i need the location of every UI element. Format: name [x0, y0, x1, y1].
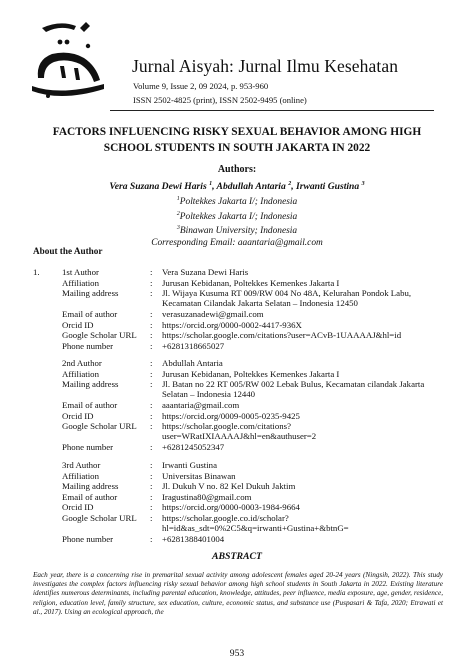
detail-value: Iragustina80@gmail.com [162, 491, 252, 502]
detail-value: Abdullah Antaria [162, 358, 223, 368]
detail-label: Phone number [62, 533, 114, 544]
author-name: Irwanti Gustina [295, 181, 360, 193]
document-page: Jurnal Aisyah: Jurnal Ilmu Kesehatan Volume 9, Issue 2, 09 2024, p. 953-960 ISSN 2502-4825 (print), ISSN 2502-9495 (online) FACTORS INFLUENCING RISKY SEXUAL BEHAVIOR AMONG HIGH SCHOOL STUDENTS IN SOUTH JAKARTA IN 2022 Authors: Vera Suzana Dewi Haris $^1$, Abdullah Antaria $^2$, Irwanti Gustina $^3$ $^1$Poltekkes Jakarta I/; Indonesia $^2$Poltekkes Jakarta I/; Indonesia $^3$Binawan University; Indonesia Corresponding Email: aaantaria@gmail.com About the Author 1. 1st Author : Vera Suzana Dewi Haris Affiliation : Jurusan Kebidanan, Poltekkes Kemenkes Jakarta I Mailing address : Jl. Wijaya Kusuma RT 009/RW 004 No 48A, Kelurahan Pondok Labu, Kecamatan Cilandak Jakarta Selatan – Indonesia 12450 Email of author : verasuzanadewi@gmail.com Orcid ID : https://orcid.org/0000-0002-4417-936X Google Scholar URL : https://scholar.google.com/citations?user=ACvB-1UAAAAJ&hl=id Phone number : +6281318665027 2nd Author : Abdullah Antaria Affiliation : Jurusan Kebidanan, Poltekkes Kemenkes Jakarta I Mailing address : Jl. Batan no 22 RT 005/RW 002 Lebak Bulus, Kecamatan cilandak Jakarta Selatan – Indonesia 12440 Email of author : aaantaria@gmail.com Orcid ID : https://orcid.org/0009-0005-0235-9425 Google Scholar URL : https://scholar.google.com/citations?user=WRatIXIAAAAJ&hl=en&authuser=2 Phone number : +6281245052347 3rd Author : Irwanti Gustina Affiliation : Universitas Binawan Mailing address : Jl. Dukuh V no. 82 Kel Dukuh Jaktim Email of author : Iragustina80@gmail.com Orcid ID : https://orcid.org/0000-0003-1984-9664 Google Scholar URL : https://scholar.google.co.id/scholar?hl=id&as_sdt=0%2C5&q=irwanti+Gustina+&btnG= Phone number : +6281388401004 ABSTRACT Each year, there is a concerning rise in premarital sexual activity among adolescent females aged 20-24 years (Ningsih, 2022). This study investigates the complex factors influencing risky sexual behavior among high school students in South Jakarta in 2022. Existing literature identifies numerous determinants, including parental education, knowledge, attitudes, peer influence, media exposure, age, gender, residence, religion, education level, family structure, sex education, culture, economic status, and substance use (Puspasari & Tafa, 2020; Etrawati et al., 2017). Using an ecological approach, the 953 [0, 0, 474, 670]
detail-label: 1st Author [62, 267, 99, 277]
detail-value: Irwanti Gustina [162, 460, 217, 470]
detail-label: Mailing address [62, 379, 119, 389]
header-rule [110, 110, 434, 111]
detail-label: Google Scholar URL [62, 512, 137, 523]
detail-value: Universitas Binawan [162, 470, 236, 481]
detail-value: Jurusan Kebidanan, Poltekkes Kemenkes Jakarta I [162, 277, 340, 288]
abstract-text: Each year, there is a concerning rise in premarital sexual activity among adolescent females aged 20-24 years (Ningsih, 2022). This study investigates the complex factors influencing risky sexual behavior among high school students in South Jakarta in 2022. Existing literature identifies numerous determinants, including parental education, knowledge, attitudes, peer influence, media exposure, age, gender, residence, religion, education level, family structure, sex education, culture, economic status, and substance use (Puspasari & Tafa, 2020; Etrawati et al., 2017). Using an ecological approach, the [33, 571, 443, 616]
affiliation-line: $^3$Binawan University; Indonesia [176, 225, 298, 237]
list-index: 1. [33, 267, 40, 277]
detail-label: Mailing address [62, 288, 119, 298]
detail-label: Google Scholar URL [62, 330, 137, 340]
affiliation-list [0, 194, 474, 250]
detail-value: https://orcid.org/0000-0003-1984-9664 [162, 502, 300, 512]
detail-label: Email of author [62, 309, 118, 319]
detail-label: Email of author [62, 491, 118, 502]
affiliation-line: $^2$Poltekkes Jakarta I/; Indonesia [176, 210, 298, 222]
authors-heading: Authors: [217, 164, 257, 175]
affiliation-line: $^1$Poltekkes Jakarta I/; Indonesia [176, 196, 298, 208]
detail-label: Affiliation [62, 470, 99, 481]
author-name: Vera Suzana Dewi Haris [109, 181, 207, 193]
detail-value: Jurusan Kebidanan, Poltekkes Kemenkes Jakarta I [162, 368, 340, 379]
detail-label: 3rd Author [62, 460, 101, 470]
author-names: Vera Suzana Dewi Haris $^1$, Abdullah Antaria $^2$, Irwanti Gustina $^3$ [109, 181, 365, 193]
corresponding-email: Corresponding Email: aaantaria@gmail.com [151, 238, 323, 249]
abstract-heading: ABSTRACT [211, 551, 263, 562]
detail-value: https://scholar.google.com/citations?user=WRatIXIAAAAJ&hl=en&authuser=2 [162, 421, 317, 442]
detail-value: https://orcid.org/0000-0002-4417-936X [162, 319, 302, 330]
author-superscript: 3 [361, 181, 365, 187]
issn-line: ISSN 2502-4825 (print), ISSN 2502-9495 (online) [133, 94, 307, 105]
detail-value: +6281388401004 [162, 533, 225, 544]
detail-value: Jl. Wijaya Kusuma RT 009/RW 004 No 48A, Kelurahan Pondok Labu, Kecamatan Cilandak Jakarta Selatan – Indonesia 12450 [162, 288, 412, 309]
detail-value: Jl. Dukuh V no. 82 Kel Dukuh Jaktim [162, 481, 296, 491]
detail-value: Jl. Batan no 22 RT 005/RW 002 Lebak Bulus, Kecamatan cilandak Jakarta Selatan – Indonesia 12440 [162, 379, 425, 400]
detail-label: Phone number [62, 442, 114, 452]
detail-value: +6281318665027 [162, 340, 225, 351]
detail-value: verasuzanadewi@gmail.com [162, 309, 264, 319]
detail-label: Affiliation [62, 277, 99, 288]
journal-logo [30, 20, 108, 102]
detail-label: Orcid ID [62, 502, 94, 512]
detail-value: https://scholar.google.co.id/scholar?hl=id&as_sdt=0%2C5&q=irwanti+Gustina+&btnG= [162, 512, 349, 533]
detail-label: Affiliation [62, 368, 99, 379]
detail-label: Orcid ID [62, 410, 94, 421]
journal-title: Jurnal Aisyah: Jurnal Ilmu Kesehatan [132, 56, 399, 76]
detail-label: Orcid ID [62, 319, 94, 330]
detail-value: https://orcid.org/0009-0005-0235-9425 [162, 410, 300, 421]
detail-value: aaantaria@gmail.com [162, 400, 240, 410]
author-name: Abdullah Antaria [216, 181, 286, 193]
journal-meta [133, 80, 307, 107]
detail-value: Vera Suzana Dewi Haris [162, 267, 249, 277]
detail-label: Mailing address [62, 481, 119, 491]
author-superscript: 1 [209, 181, 213, 187]
detail-label: Phone number [62, 340, 114, 351]
detail-label: 2nd Author [62, 358, 102, 368]
author-superscript: 2 [288, 181, 292, 187]
page-number: 953 [229, 648, 245, 659]
detail-value: https://scholar.google.com/citations?user=ACvB-1UAAAAJ&hl=id [162, 330, 402, 340]
detail-label: Google Scholar URL [62, 421, 137, 431]
detail-label: Email of author [62, 400, 118, 410]
about-author-heading: About the Author [33, 246, 103, 256]
volume-line: Volume 9, Issue 2, 09 2024, p. 953-960 [133, 81, 269, 91]
detail-value: +6281245052347 [162, 442, 225, 452]
article-title: FACTORS INFLUENCING RISKY SEXUAL BEHAVIOR AMONG HIGH SCHOOL STUDENTS IN SOUTH JAKARTA IN 2022 [52, 126, 422, 154]
